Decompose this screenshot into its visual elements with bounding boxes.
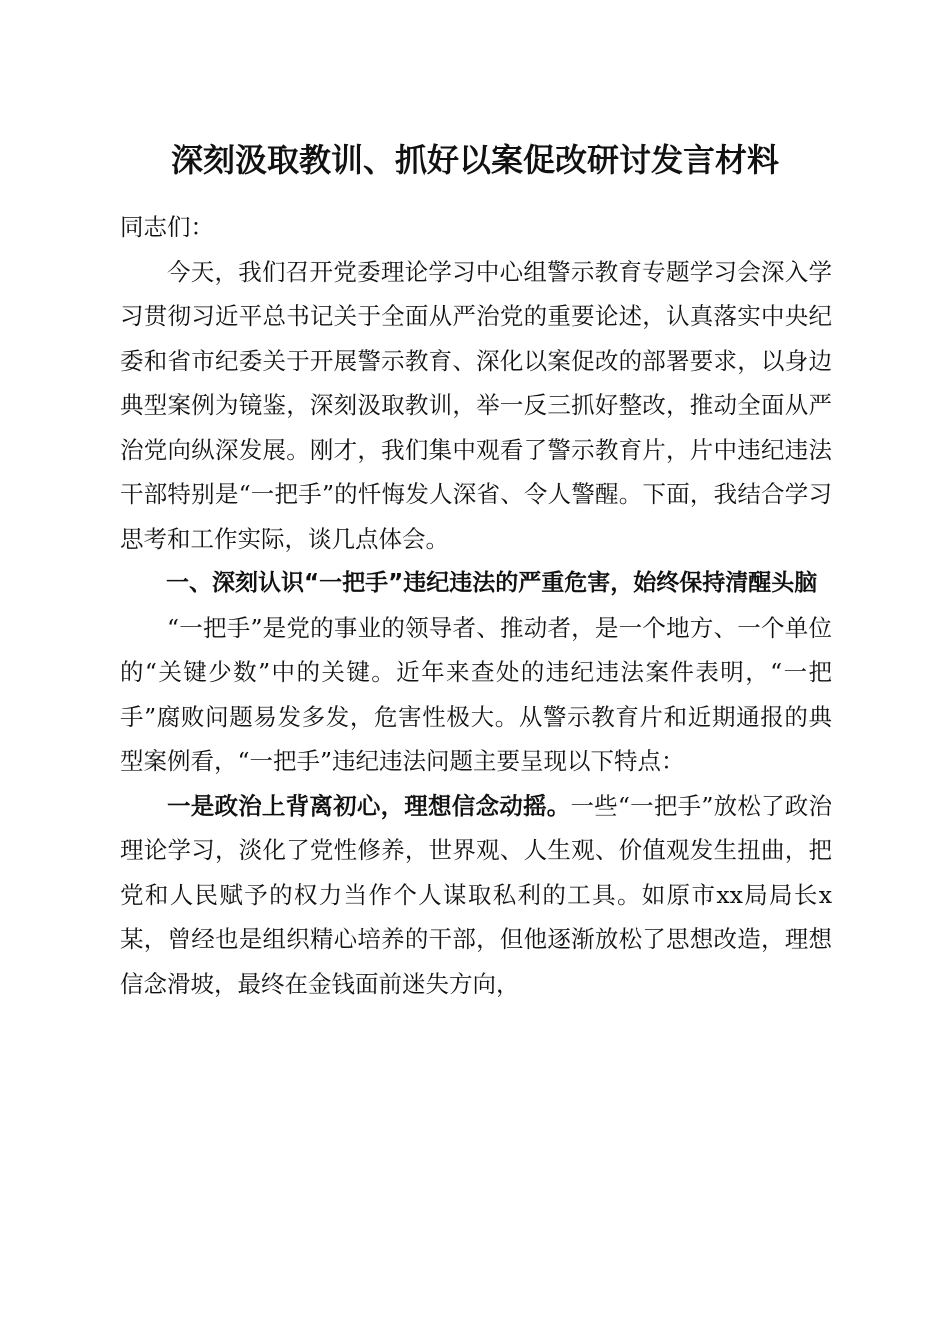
- salutation: 同志们：: [120, 213, 214, 241]
- paragraph-intro: 今天，我们召开党委理论学习中心组警示教育专题学习会深入学习贯彻习近平总书记关于全面从严治党的重要论述，认真落实中央纪委和省市纪委关于开展警示教育、深化以案促改的部署要求，以身边典型案例为镜鉴，深刻汲取教训，举一反三抓好整改，推动全面从严治党向纵深发展。刚才，我们集中观看了警示教育片，片中违纪违法干部特别是“一把手”的忏悔发人深省、令人警醒。下面，我结合学习思考和工作实际，谈几点体会。: [120, 257, 832, 553]
- point-1-text: 一些“一把手”放松了政治理论学习，淡化了党性修养，世界观、人生观、价值观发生扭曲，把党和人民赋予的权力当作个人谋取私利的工具。如原市xx局局长x某，曾经也是组织精心培养的干部，但他逐渐放松了思想改造，理想信念滑坡，最终在金钱面前迷失方向，: [120, 791, 833, 998]
- paragraph-point-1: [120, 784, 832, 1007]
- document-body: [120, 205, 832, 1006]
- point-1-lead: 一是政治上背离初心，理想信念动摇。: [167, 791, 571, 820]
- document-title: 深刻汲取教训、抓好以案促改研讨发言材料: [170, 141, 779, 179]
- section-heading-1: 一、深刻认识“一把手”违纪违法的严重危害，始终保持清醒头脑: [166, 570, 818, 596]
- paragraph-characteristics: “一把手”是党的事业的领导者、推动者，是一个地方、一个单位的“关键少数”中的关键。近年来查处的违纪违法案件表明，“一把手”腐败问题易发多发，危害性极大。从警示教育片和近期通报的典型案例看，“一把手”违纪违法问题主要呈现以下特点：: [120, 613, 832, 775]
